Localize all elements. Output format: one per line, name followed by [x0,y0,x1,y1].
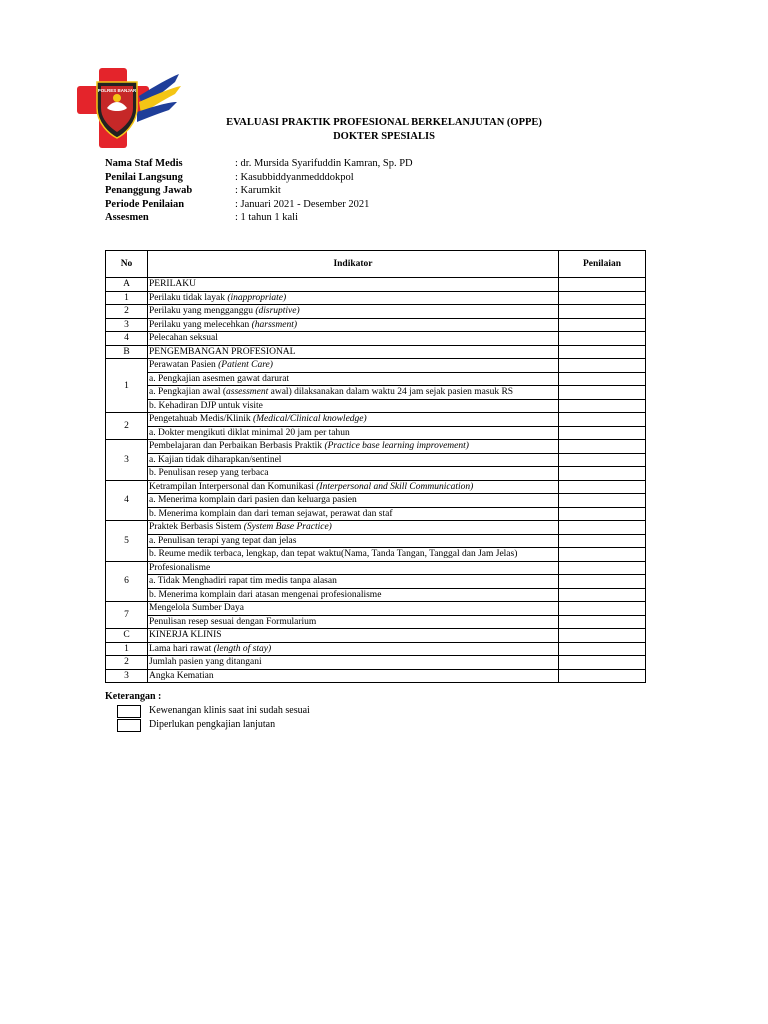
penilaian-cell[interactable] [559,615,646,629]
table-row: 2 Perilaku yang mengganggu (disruptive) [106,305,646,319]
table-row: 2 Jumlah pasien yang ditangani [106,656,646,670]
penilaian-cell[interactable] [559,588,646,602]
penilaian-cell[interactable] [559,291,646,305]
penilaian-cell[interactable] [559,467,646,481]
info-row-assesmen: Assesmen : 1 tahun 1 kali [105,212,298,223]
table-row: a. Pengkajian asesmen gawat darurat [106,372,646,386]
table-header-row [106,251,646,278]
penilaian-cell[interactable] [559,278,646,292]
svg-text:POLRES BANJAR: POLRES BANJAR [97,88,137,93]
penilaian-cell[interactable] [559,453,646,467]
penilaian-cell[interactable] [559,575,646,589]
table-row: b. Kehadiran DJP untuk visite [106,399,646,413]
penilaian-cell[interactable] [559,318,646,332]
info-row-nama: Nama Staf Medis : dr. Mursida Syarifuddin Kamran, Sp. PD [105,158,413,169]
penilaian-cell[interactable] [559,372,646,386]
penilaian-cell[interactable] [559,386,646,400]
section-row-c: C KINERJA KLINIS [106,629,646,643]
section-row-a: A PERILAKU [106,278,646,292]
table-row: b. Menerima komplain dari atasan mengenai profesionalisme [106,588,646,602]
penilaian-cell[interactable] [559,548,646,562]
table-row: a. Dokter mengikuti diklat minimal 20 jam per tahun [106,426,646,440]
penilaian-cell[interactable] [559,332,646,346]
penilaian-cell[interactable] [559,507,646,521]
table-row: 5 Praktek Berbasis Sistem (System Base Practice) [106,521,646,535]
table-row: 1 Perawatan Pasien (Patient Care) [106,359,646,373]
table-row: 1 Lama hari rawat (length of stay) [106,642,646,656]
table-row: a. Kajian tidak diharapkan/sentinel [106,453,646,467]
evaluation-table [105,250,646,683]
penilaian-cell[interactable] [559,305,646,319]
section-row-b: B PENGEMBANGAN PROFESIONAL [106,345,646,359]
document-title: EVALUASI PRAKTIK PROFESIONAL BERKELANJUTAN (OPPE) [226,117,542,128]
table-row: b. Reume medik terbaca, lengkap, dan tepat waktu(Nama, Tanda Tangan, Tanggal dan Jam Jelas) [106,548,646,562]
header-no: No [106,251,148,278]
penilaian-cell[interactable] [559,345,646,359]
table-row: Penulisan resep sesuai dengan Formularium [106,615,646,629]
legend-checkbox[interactable] [117,705,141,718]
info-row-periode: Periode Penilaian : Januari 2021 - Desember 2021 [105,198,370,210]
info-row-penilai: Penilai Langsung : Kasubbiddyanmedddokpol [105,171,354,183]
table-row: b. Menerima komplain dan dari teman sejawat, perawat dan staf [106,507,646,521]
header-indikator: Indikator [148,251,559,278]
penilaian-cell[interactable] [559,426,646,440]
legend-checkbox[interactable] [117,719,141,732]
penilaian-cell[interactable] [559,642,646,656]
legend [105,690,310,732]
staff-info [105,157,413,225]
info-row-penanggung: Penanggung Jawab : Karumkit [105,185,281,196]
table-row: 4 Ketrampilan Interpersonal dan Komunikasi (Interpersonal and Skill Communication) [106,480,646,494]
table-row: a. Pengkajian awal (assessment awal) dilaksanakan dalam waktu 24 jam sejak pasien masuk RS [106,386,646,400]
table-row: a. Tidak Menghadiri rapat tim medis tanpa alasan [106,575,646,589]
penilaian-cell[interactable] [559,494,646,508]
penilaian-cell[interactable] [559,534,646,548]
document-subtitle: DOKTER SPESIALIS [333,131,435,142]
legend-item-lanjutan: Diperlukan pengkajian lanjutan [105,718,310,732]
penilaian-cell[interactable] [559,629,646,643]
penilaian-cell[interactable] [559,399,646,413]
table-row: 3 Angka Kematian [106,669,646,683]
table-row: 1 Perilaku tidak layak (inappropriate) [106,291,646,305]
table-row: 4 Pelecahan seksual [106,332,646,346]
legend-title: Keterangan : [105,691,162,702]
legend-item-sesuai: Kewenangan klinis saat ini sudah sesuai [105,704,310,718]
table-row: 7 Mengelola Sumber Daya [106,602,646,616]
table-row: 3 Pembelajaran dan Perbaikan Berbasis Praktik (Practice base learning improvement) [106,440,646,454]
table-row: b. Penulisan resep yang terbaca [106,467,646,481]
table-row: a. Menerima komplain dari pasien dan keluarga pasien [106,494,646,508]
table-row: a. Penulisan terapi yang tepat dan jelas [106,534,646,548]
table-row: 6 Profesionalisme [106,561,646,575]
header-penilaian: Penilaian [559,251,646,278]
penilaian-cell[interactable] [559,656,646,670]
table-row: 3 Perilaku yang melecehkan (harssment) [106,318,646,332]
penilaian-cell[interactable] [559,669,646,683]
table-row: 2 Pengetahuab Medis/Klinik (Medical/Clinical knowledge) [106,413,646,427]
